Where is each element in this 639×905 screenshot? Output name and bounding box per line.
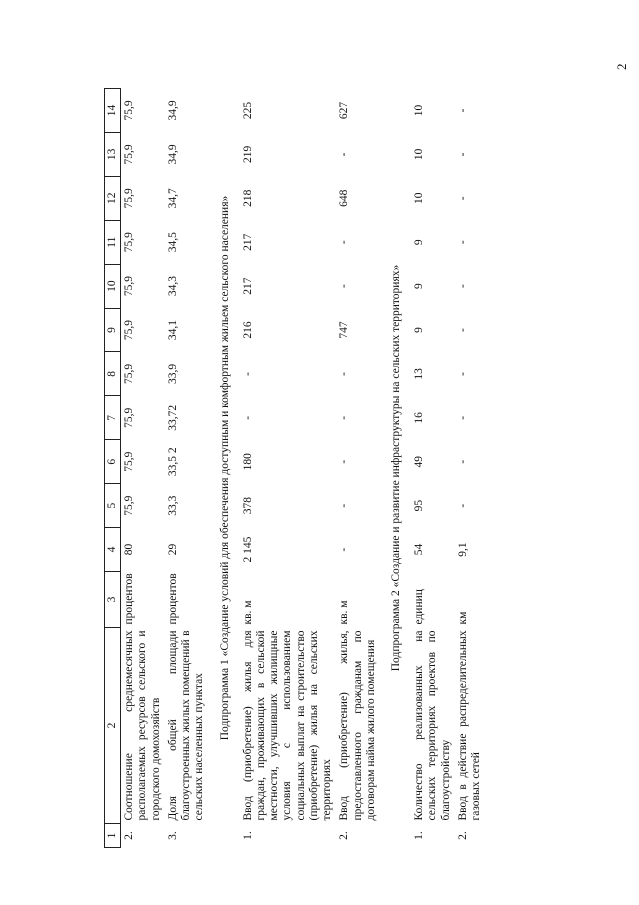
value-cell: 219 (241, 145, 254, 164)
value-cell: - (338, 547, 351, 552)
table-row (411, 89, 455, 848)
value-cell: - (338, 503, 351, 508)
subprogram-heading-row (209, 89, 240, 848)
column-header: 8 (105, 352, 121, 396)
column-header: 13 (105, 132, 121, 176)
value-cell: - (456, 284, 469, 289)
row-number: 2. (456, 831, 469, 840)
value-cell: 378 (241, 497, 254, 515)
table-row (121, 89, 165, 848)
value-cell: 34,7 (166, 188, 179, 209)
subprogram-heading: Подпрограмма 2 «Создание и развитие инфраструктуры на сельских территориях» (389, 264, 402, 672)
table-row (336, 89, 380, 848)
value-cell: - (338, 152, 351, 157)
value-cell: - (241, 415, 254, 420)
value-cell: 75,9 (123, 232, 136, 253)
value-cell: - (338, 240, 351, 245)
value-cell: - (456, 328, 469, 332)
value-cell: - (456, 108, 469, 113)
value-cell: 34,1 (166, 319, 179, 341)
table-header-row (105, 89, 121, 848)
value-cell: 75,9 (123, 363, 136, 384)
value-cell: 49 (413, 455, 426, 468)
value-cell: 95 (413, 499, 426, 512)
value-cell: - (338, 459, 351, 464)
unit-of-measure: процентов (123, 573, 136, 625)
row-number: 2. (123, 831, 136, 840)
row-number: 3. (166, 831, 179, 840)
column-header: 11 (105, 220, 121, 264)
value-cell: 75,9 (123, 319, 136, 341)
column-header: 6 (105, 440, 121, 484)
value-cell: - (456, 503, 469, 508)
value-cell: 34,3 (166, 276, 179, 297)
value-cell: 33,72 (166, 404, 179, 431)
column-header: 5 (105, 484, 121, 528)
unit-of-measure: км (456, 611, 469, 625)
unit-of-measure: процентов (166, 573, 179, 625)
column-header: 10 (105, 264, 121, 308)
table-row (455, 89, 485, 848)
indicator-name: Ввод в действие распределительных газовых сетей (456, 630, 483, 821)
value-cell: 75,9 (123, 100, 136, 121)
column-header: 14 (105, 89, 121, 133)
subprogram-heading-row (380, 89, 411, 848)
column-header: 2 (105, 628, 121, 824)
table-body (121, 89, 486, 848)
value-cell: 33,5 2 (166, 447, 179, 477)
value-cell: - (456, 240, 469, 245)
value-cell: 10 (413, 192, 426, 205)
value-cell: 33,3 (166, 495, 179, 516)
subprogram-heading: Подпрограмма 1 «Создание условий для обеспечения доступным и комфортным жильем сельского населения» (218, 195, 231, 741)
value-cell: 9 (413, 239, 426, 246)
column-header: 4 (105, 528, 121, 572)
unit-of-measure: кв. м (241, 600, 254, 625)
value-cell: 648 (338, 189, 351, 207)
value-cell: 33,9 (166, 363, 179, 384)
column-header: 9 (105, 308, 121, 352)
value-cell: 29 (166, 543, 179, 556)
page-number: 2 (614, 63, 629, 70)
value-cell: 75,9 (123, 276, 136, 297)
value-cell: 225 (241, 101, 254, 120)
value-cell: 218 (241, 189, 254, 207)
value-cell: 9,1 (456, 542, 469, 557)
value-cell: 75,9 (123, 495, 136, 516)
value-cell: 217 (241, 233, 254, 251)
value-cell: 2 145 (241, 536, 254, 563)
value-cell: - (456, 152, 469, 157)
value-cell: - (241, 372, 254, 376)
indicator-name: Ввод (приобретение) жилья, предоставленного гражданам по договорам найма жилого помещения (338, 630, 377, 821)
value-cell: 75,9 (123, 451, 136, 472)
indicator-name: Соотношение среднемесячных располагаемых ресурсов сельского и городского домохозяйств (123, 630, 162, 821)
column-header: 12 (105, 176, 121, 220)
column-header: 3 (105, 572, 121, 628)
value-cell: - (456, 372, 469, 376)
indicator-name: Количество реализованных на сельских территориях проектов по благоустройству (413, 630, 452, 821)
value-cell: 180 (241, 453, 254, 471)
value-cell: 216 (241, 321, 254, 339)
row-number: 1. (413, 831, 426, 840)
indicators-table (104, 88, 485, 848)
row-number: 1. (241, 831, 254, 840)
value-cell: 627 (338, 101, 351, 120)
indicator-name: Доля общей площади благоустроенных жилых помещений в сельских населенных пунктах (166, 630, 206, 821)
value-cell: - (338, 372, 351, 376)
value-cell: 34,9 (166, 144, 179, 165)
column-header: 1 (105, 824, 121, 848)
value-cell: 9 (413, 283, 426, 289)
value-cell: 13 (413, 368, 426, 380)
row-number: 2. (338, 831, 351, 840)
value-cell: 75,9 (123, 144, 136, 165)
table-row (240, 89, 337, 848)
value-cell: - (338, 284, 351, 289)
rotated-table-container (104, 88, 534, 848)
table-row (165, 89, 209, 848)
unit-of-measure: кв. м (338, 600, 351, 625)
value-cell: 217 (241, 277, 254, 295)
value-cell: 16 (413, 412, 426, 424)
value-cell: 80 (123, 543, 136, 556)
value-cell: 10 (413, 148, 426, 161)
value-cell: - (456, 196, 469, 201)
value-cell: - (456, 459, 469, 464)
value-cell: 747 (338, 321, 351, 339)
value-cell: 34,9 (166, 100, 179, 121)
value-cell: - (456, 415, 469, 420)
value-cell: 10 (413, 104, 426, 117)
value-cell: 9 (413, 327, 426, 333)
value-cell: - (338, 415, 351, 420)
value-cell: 34,5 (166, 232, 179, 253)
value-cell: 54 (413, 543, 426, 556)
value-cell: 75,9 (123, 188, 136, 209)
indicator-name: Ввод (приобретение) жилья для граждан, проживающих в сельской местности, улучшивших жилищные условия с использованием социальных выплат на строительство (приобретение) жилья на сельских территориях (241, 630, 334, 821)
value-cell: 75,9 (123, 407, 136, 428)
column-header: 7 (105, 396, 121, 440)
unit-of-measure: единиц (413, 589, 426, 625)
